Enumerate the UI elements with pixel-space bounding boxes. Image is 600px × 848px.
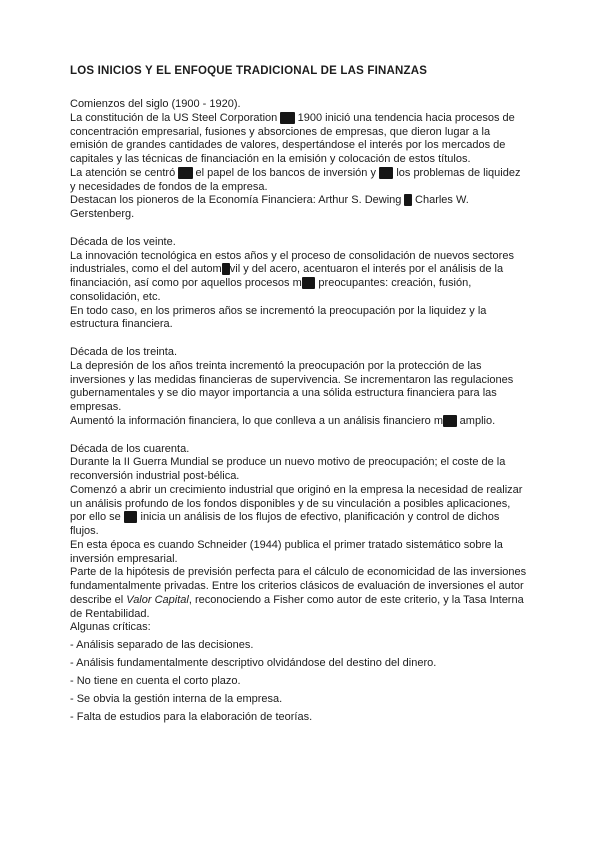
highlight-box: en [179,166,192,179]
section [70,98,528,222]
section [70,346,528,429]
italic-segment: Valor Capital [126,593,189,606]
text-segment: - Análisis fundamentalmente descriptivo olvidándose del destino del dinero. [70,657,437,670]
highlight-box: ve [124,511,137,524]
section [70,236,528,332]
text-segment: - No tiene en cuenta el corto plazo. [70,675,241,688]
paragraph [70,112,528,167]
text-segment: inicia un análisis de los flujos de efectivo, planificación y control de dichos flujos. [70,511,500,537]
text-segment: Charles W. Gerstenberg. [70,194,469,220]
text-segment: preocupantes: creación, fusión, consolidación, etc. [70,277,472,303]
paragraph [70,250,528,305]
text-segment: La constitución de la US Steel Corporation [70,111,281,124]
section-heading: Comienzos del siglo (1900 - 1920). [70,98,241,110]
text-segment: Comenzó a abrir un crecimiento industrial que originó en la empresa la necesidad de realizar un análisis profundo de los fondos disponibles y de su vinculación a posibles aplicaciones, por ello se [70,483,523,524]
bullet-item [70,711,528,725]
highlight-box: en [380,166,393,179]
text-segment: - Falta de estudios para la elaboración de teorías. [70,711,313,724]
highlight-box: y [405,194,411,207]
text-segment: el papel de los bancos de inversión y [192,166,380,179]
text-segment: Destacan los pioneros de la Economía Financiera: Arthur S. Dewing [70,194,405,207]
paragraph [70,305,528,333]
text-segment: La depresión de los años treinta incrementó la preocupación por la protección de las inversiones y las medidas financieras de supervivencia. Se incrementaron las regulaciones gubernamentales y se dio mayor importancia a una sólida estructura financiera para las empresas. [70,359,514,413]
section-heading: Década de los cuarenta. [70,442,190,455]
text-segment: 1900 inició una tendencia hacia procesos de concentración empresarial, fusiones y absorciones de empresas, que dieron lugar a la emisión de grandes cantidades de valores, despertándose el interés por los mercados de capitales y las técnicas de financiación en la emisión y colocación de estos títulos. [70,111,515,165]
text-segment: vil y del acero, acentuaron el interés por el análisis de la financiación, así como por aquellos procesos m [70,263,504,289]
text-segment: La innovación tecnológica en estos años y el proceso de consolidación de nuevos sectores industriales, como el del autom [70,249,514,276]
bullet-item [70,693,528,707]
page-title: LOS INICIOS Y EL ENFOQUE TRADICIONAL DE LAS FINANZAS [70,65,428,77]
text-segment: los problemas de liquidez y necesidades de fondos de la empresa. [70,166,521,193]
text-segment: En todo caso, en los primeros años se incrementó la preocupación por la liquidez y la estructura financiera. [70,304,487,331]
text-segment: En esta época es cuando Schneider (1944) publica el primer tratado sistemático sobre la inversión empresarial. [70,538,503,565]
paragraph [70,194,528,222]
text-segment: Aumentó la información financiera, lo que conlleva a un análisis financiero m [70,414,443,427]
paragraph [70,360,528,415]
text-segment: La atención se centró [70,166,179,179]
paragraph [70,539,528,567]
paragraph [70,566,528,621]
highlight-box: ás [444,414,456,427]
text-segment: - Se obvia la gestión interna de la empresa. [70,693,283,706]
text-segment: - Análisis separado de las decisiones. [70,639,254,652]
section [70,443,528,726]
bullet-item [70,675,528,689]
paragraph [70,484,528,539]
highlight-box: ás [302,277,315,289]
highlight-box: en [281,111,294,124]
paragraph [70,415,528,429]
paragraph [70,621,528,635]
text-segment: Parte de la hipótesis de previsión perfecta para el cálculo de economicidad de las inversiones fundamentalmente privadas. Entre los criterios clásicos de evaluación de inversiones el autor describe el [70,566,527,606]
bullet-item [70,657,528,671]
text-segment: amplio. [456,414,496,427]
text-segment: Durante la II Guerra Mundial se produce un nuevo motivo de preocupación; el coste de la reconversión industrial post-bélica. [70,456,506,482]
text-segment: , reconociendo a Fisher como autor de este criterio, y la Tasa Interna de Rentabilidad. [70,593,524,620]
document-body [70,98,528,725]
paragraph [70,456,528,484]
section-heading: Década de los veinte. [70,235,176,248]
text-segment: Algunas críticas: [70,621,151,634]
bullet-item [70,639,528,653]
paragraph [70,167,528,195]
section-heading: Década de los treinta. [70,346,178,358]
highlight-box: ó [222,263,229,276]
